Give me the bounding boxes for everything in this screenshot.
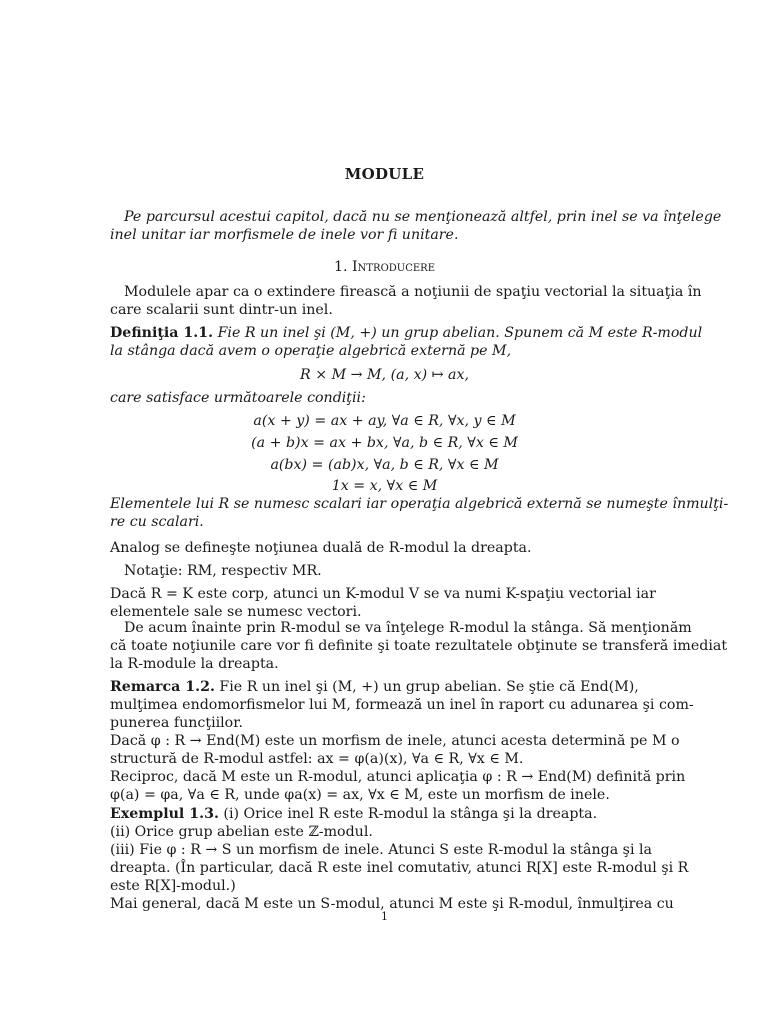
analog-sentence: Analog se defineşte noţiunea duală de R-modul la dreapta. bbox=[110, 540, 532, 556]
definition-satisfies: care satisface următoarele condiţii: bbox=[110, 390, 366, 406]
axiom-equation-3: a(bx) = (ab)x, ∀a, b ∈ R, ∀x ∈ M bbox=[270, 457, 499, 473]
map-equation: R × M → M, (a, x) ↦ ax, bbox=[300, 367, 469, 383]
axiom-equation-4: 1x = x, ∀x ∈ M bbox=[331, 478, 438, 494]
section-title: Introducere bbox=[352, 259, 436, 275]
example-line-6: Mai general, dacă M este un S-modul, atunci M este şi R-modul, înmulţirea cu bbox=[110, 896, 674, 912]
definition-block bbox=[110, 324, 703, 360]
corp-line-2: elementele sale se numesc vectori. bbox=[110, 604, 362, 620]
remark-line-4: Dacă φ : R → End(M) este un morfism de inele, atunci acesta determină pe M o bbox=[110, 733, 680, 749]
remark-line-7: φ(a) = φa, ∀a ∈ R, unde φa(x) = ax, ∀x ∈ M, este un morfism de inele. bbox=[110, 787, 610, 803]
example-line-1: (i) Orice inel R este R-modul la stânga şi la dreapta. bbox=[223, 806, 598, 822]
para1-line-1: Modulele apar ca o extindere firească a noţiunii de spaţiu vectorial la situaţia în bbox=[124, 284, 702, 300]
intro-line-1: Pe parcursul acestui capitol, dacă nu se menţionează altfel, prin inel se va înţelege bbox=[124, 209, 722, 225]
notation-line: Notaţie: RM, respectiv MR. bbox=[124, 563, 322, 579]
remark-block bbox=[110, 678, 694, 804]
remark-label: Remarca 1.2. bbox=[110, 679, 215, 695]
example-line-5: este R[X]-modul.) bbox=[110, 878, 236, 894]
definition-after-line-2: re cu scalari. bbox=[110, 514, 204, 530]
remark-line-2: mulţimea endomorfismelor lui M, formează un inel în raport cu adunarea şi com- bbox=[110, 697, 694, 713]
definition-after bbox=[110, 495, 729, 531]
intro-line-2: inel unitar iar morfismele de inele vor fi unitare. bbox=[110, 227, 459, 243]
remark-line-5: structură de R-modul astfel: ax = φ(a)(x), ∀a ∈ R, ∀x ∈ M. bbox=[110, 751, 524, 767]
section-heading bbox=[110, 258, 659, 276]
axiom-equation-2: (a + b)x = ax + bx, ∀a, b ∈ R, ∀x ∈ M bbox=[251, 435, 518, 451]
example-line-3: (iii) Fie φ : R → S un morfism de inele. Atunci S este R-modul la stânga şi la bbox=[110, 842, 652, 858]
page-title: MODULE bbox=[344, 165, 425, 183]
section-number: 1. bbox=[333, 259, 348, 275]
intro-text-paragraph bbox=[110, 283, 702, 319]
corp-paragraph bbox=[110, 585, 659, 621]
definition-line-1: Fie R un inel şi (M, +) un grup abelian. Spunem că M este R-modul bbox=[217, 325, 703, 341]
para1-line-2: care scalarii sunt dintr-un inel. bbox=[110, 302, 333, 318]
remark-line-6: Reciproc, dacă M este un R-modul, atunci aplicaţia φ : R → End(M) definită prin bbox=[110, 769, 686, 785]
definition-label: Definiţia 1.1. bbox=[110, 325, 214, 341]
page-number: 1 bbox=[381, 910, 388, 923]
example-line-2: (ii) Orice grup abelian este ℤ-modul. bbox=[110, 824, 373, 840]
axiom-equation-1: a(x + y) = ax + ay, ∀a ∈ R, ∀x, y ∈ M bbox=[253, 413, 516, 429]
example-block bbox=[110, 805, 689, 913]
convention-paragraph bbox=[110, 619, 728, 673]
deacum-line-2: că toate noţiunile care vor fi definite şi toate rezultatele obţinute se transferă imediat bbox=[110, 638, 728, 654]
definition-after-line-1: Elementele lui R se numesc scalari iar operaţia algebrică externă se numeşte înmulţi- bbox=[110, 496, 729, 512]
definition-line-2: la stânga dacă avem o operaţie algebrică externă pe M, bbox=[110, 343, 512, 359]
remark-line-1: Fie R un inel şi (M, +) un grup abelian. Se ştie că End(M), bbox=[219, 679, 639, 695]
deacum-line-3: la R-module la dreapta. bbox=[110, 656, 279, 672]
remark-line-3: punerea funcţiilor. bbox=[110, 715, 243, 731]
deacum-line-1: De acum înainte prin R-modul se va înţelege R-modul la stânga. Să menţionăm bbox=[124, 620, 692, 636]
intro-paragraph bbox=[110, 208, 722, 244]
corp-line-1: Dacă R = K este corp, atunci un K-modul V se va numi K-spaţiu vectorial iar bbox=[110, 586, 656, 602]
example-line-4: dreapta. (În particular, dacă R este inel comutativ, atunci R[X] este R-modul şi R bbox=[110, 860, 689, 876]
example-label: Exemplul 1.3. bbox=[110, 806, 219, 822]
